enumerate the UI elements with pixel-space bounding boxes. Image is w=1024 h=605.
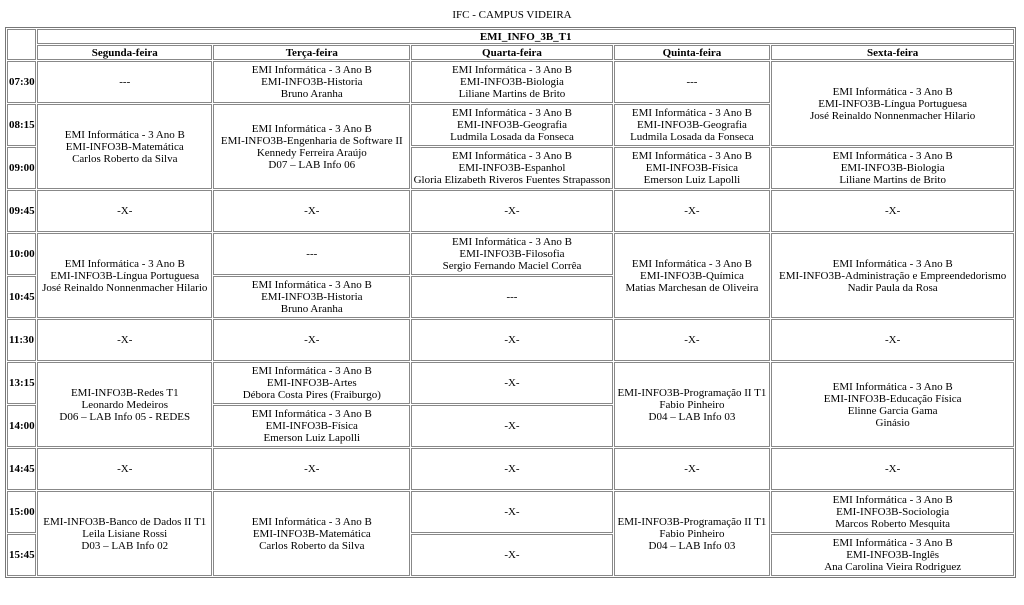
cell-text-line: Bruno Aranha	[280, 88, 343, 100]
cell-text-line: Bruno Aranha	[280, 303, 343, 315]
cell-text-line: -X-	[504, 506, 520, 518]
schedule-cell	[771, 491, 1014, 533]
day-header-wednesday: Quarta-feira	[411, 45, 612, 60]
schedule-cell	[37, 362, 212, 447]
schedule-cell	[411, 448, 612, 490]
schedule-cell	[614, 147, 771, 189]
cell-text-line: Liliane Martins de Brito	[839, 174, 946, 186]
cell-text-line: -X-	[117, 334, 133, 346]
schedule-cell	[614, 61, 771, 103]
cell-text-line: D04 – LAB Info 03	[648, 410, 736, 423]
cell-text-line: EMI-INFO3B-Matemática	[65, 140, 184, 153]
cell-text-line: EMI Informática - 3 Ano B	[631, 107, 752, 119]
cell-text-line: EMI-INFO3B-Inglês	[846, 549, 940, 561]
cell-text-line: EMI Informática - 3 Ano B	[832, 150, 953, 162]
schedule-cell	[213, 319, 410, 361]
cell-text-line: Ludmila Losada da Fonseca	[630, 131, 754, 143]
schedule-cell	[213, 104, 410, 189]
cell-text-line: Leonardo Medeiros	[81, 398, 168, 411]
time-slot: 09:00	[7, 147, 36, 189]
cell-text-line: EMI Informática - 3 Ano B	[251, 122, 372, 135]
schedule-cell	[411, 233, 612, 275]
schedule-cell	[614, 233, 771, 318]
schedule-cell	[771, 190, 1014, 232]
cell-text-line: -X-	[885, 334, 901, 346]
schedule-cell	[213, 233, 410, 275]
cell-text-line: EMI-INFO3B-Geografia	[456, 119, 567, 131]
time-slot: 08:15	[7, 104, 36, 146]
cell-text-line: EMI-INFO3B-Historia	[261, 291, 363, 303]
cell-text-line: EMI Informática - 3 Ano B	[631, 257, 752, 270]
time-slot: 10:00	[7, 233, 36, 275]
cell-text-line: Débora Costa Pires (Fraiburgo)	[242, 389, 381, 401]
schedule-cell	[411, 276, 612, 318]
schedule-cell	[614, 190, 771, 232]
cell-text-line: Liliane Martins de Brito	[458, 88, 566, 100]
time-slot: 15:45	[7, 534, 36, 576]
cell-text-line: EMI-INFO3B-Biologia	[460, 76, 564, 88]
cell-text-line: EMI Informática - 3 Ano B	[451, 64, 572, 76]
cell-text-line: -X-	[504, 205, 520, 217]
cell-text-line: -X-	[885, 205, 901, 217]
cell-text-line: -X-	[885, 463, 901, 475]
time-slot: 07:30	[7, 61, 36, 103]
time-slot: 14:00	[7, 405, 36, 447]
schedule-cell	[37, 190, 212, 232]
cell-text-line: Matias Marchesan de Oliveira	[625, 281, 759, 294]
schedule-cell	[37, 61, 212, 103]
cell-text-line: D07 – LAB Info 06	[268, 158, 356, 171]
schedule-cell	[213, 61, 410, 103]
cell-text-line: EMI-INFO3B-Artes	[266, 377, 357, 389]
cell-text-line: EMI Informática - 3 Ano B	[832, 257, 953, 270]
schedule-cell	[771, 362, 1014, 447]
schedule-cell	[771, 448, 1014, 490]
schedule-cell	[614, 362, 771, 447]
schedule-cell	[411, 534, 612, 576]
schedule-cell	[614, 448, 771, 490]
schedule-cell	[213, 362, 410, 404]
cell-text-line: EMI Informática - 3 Ano B	[451, 236, 572, 248]
cell-text-line: EMI Informática - 3 Ano B	[64, 257, 185, 270]
schedule-cell	[411, 491, 612, 533]
schedule-cell	[411, 147, 612, 189]
cell-text-line: Sergio Fernando Maciel Corrêa	[442, 260, 582, 272]
schedule-cell	[213, 190, 410, 232]
cell-text-line: ---	[506, 291, 518, 303]
cell-text-line: Marcos Roberto Mesquita	[835, 518, 951, 530]
cell-text-line: EMI Informática - 3 Ano B	[451, 107, 572, 119]
cell-text-line: José Reinaldo Nonnenmacher Hilario	[810, 109, 976, 122]
day-header-tuesday: Terça-feira	[213, 45, 410, 60]
schedule-cell	[37, 319, 212, 361]
time-slot: 15:00	[7, 491, 36, 533]
corner-cell	[7, 29, 36, 60]
day-header-monday: Segunda-feira	[37, 45, 212, 60]
schedule-cell	[37, 104, 212, 189]
cell-text-line: EMI Informática - 3 Ano B	[451, 150, 572, 162]
schedule-cell	[771, 319, 1014, 361]
cell-text-line: -X-	[684, 463, 700, 475]
cell-text-line: EMI-INFO3B-Geografia	[636, 119, 747, 131]
schedule-cell	[213, 448, 410, 490]
schedule-cell	[614, 491, 771, 576]
cell-text-line: Fabio Pinheiro	[659, 527, 725, 540]
cell-text-line: Kennedy Ferreira Araújo	[256, 146, 367, 159]
cell-text-line: EMI Informática - 3 Ano B	[832, 494, 953, 506]
cell-text-line: EMI-INFO3B-Biologia	[840, 162, 945, 174]
cell-text-line: Emerson Luiz Lapolli	[643, 174, 741, 186]
day-header-friday: Sexta-feira	[771, 45, 1014, 60]
time-slot: 13:15	[7, 362, 36, 404]
cell-text-line: Carlos Roberto da Silva	[259, 539, 365, 552]
cell-text-line: EMI-INFO3B-Engenharia de Software II	[220, 134, 403, 147]
schedule-cell	[411, 61, 612, 103]
cell-text-line: Emerson Luiz Lapolli	[263, 432, 361, 444]
cell-text-line: -X-	[117, 463, 133, 475]
schedule-cell	[213, 491, 410, 576]
cell-text-line: EMI-INFO3B-Banco de Dados II T1	[43, 515, 207, 528]
cell-text-line: Ana Carolina Vieira Rodriguez	[824, 561, 962, 573]
cell-text-line: EMI Informática - 3 Ano B	[251, 279, 372, 291]
schedule-cell	[37, 233, 212, 318]
time-slot: 14:45	[7, 448, 36, 490]
cell-text-line: -X-	[117, 205, 133, 217]
schedule-cell	[411, 319, 612, 361]
cell-text-line: EMI Informática - 3 Ano B	[251, 365, 372, 377]
cell-text-line: -X-	[504, 377, 520, 389]
cell-text-line: José Reinaldo Nonnenmacher Hilario	[42, 281, 208, 294]
cell-text-line: EMI-INFO3B-Historia	[261, 76, 363, 88]
cell-text-line: EMI-INFO3B-Filosofia	[459, 248, 565, 260]
cell-text-line: -X-	[684, 334, 700, 346]
schedule-cell	[771, 147, 1014, 189]
cell-text-line: EMI Informática - 3 Ano B	[631, 150, 752, 162]
cell-text-line: -X-	[504, 463, 520, 475]
cell-text-line: D06 – LAB Info 05 - REDES	[59, 410, 191, 423]
time-slot: 11:30	[7, 319, 36, 361]
schedule-cell	[37, 491, 212, 576]
schedule-cell	[411, 405, 612, 447]
schedule-cell	[213, 405, 410, 447]
schedule-cell	[614, 104, 771, 146]
cell-text-line: -X-	[304, 334, 320, 346]
cell-text-line: EMI Informática - 3 Ano B	[64, 128, 185, 141]
cell-text-line: EMI Informática - 3 Ano B	[251, 408, 372, 420]
cell-text-line: EMI-INFO3B-Programação II T1	[617, 386, 767, 399]
cell-text-line: EMI-INFO3B-Física	[265, 420, 358, 432]
schedule-cell	[37, 448, 212, 490]
cell-text-line: EMI-INFO3B-Redes T1	[70, 386, 179, 399]
cell-text-line: EMI Informática - 3 Ano B	[251, 64, 372, 76]
cell-text-line: Elinne Garcia Gama	[847, 404, 938, 417]
schedule-table	[5, 27, 1016, 578]
time-slot: 10:45	[7, 276, 36, 318]
cell-text-line: -X-	[304, 205, 320, 217]
class-name-header: EMI_INFO_3B_T1	[37, 29, 1014, 44]
day-header-thursday: Quinta-feira	[614, 45, 771, 60]
cell-text-line: D04 – LAB Info 03	[648, 539, 736, 552]
cell-text-line: EMI-INFO3B-Educação Física	[823, 392, 962, 405]
time-slot: 09:45	[7, 190, 36, 232]
schedule-cell	[614, 319, 771, 361]
cell-text-line: EMI-INFO3B-Espanhol	[458, 162, 566, 174]
cell-text-line: -X-	[504, 549, 520, 561]
cell-text-line: Fabio Pinheiro	[659, 398, 725, 411]
cell-text-line: -X-	[684, 205, 700, 217]
cell-text-line: Leila Lisiane Rossi	[82, 527, 168, 540]
cell-text-line: Nadir Paula da Rosa	[847, 281, 938, 294]
schedule-cell	[411, 362, 612, 404]
cell-text-line: EMI-INFO3B-Física	[645, 162, 739, 174]
cell-text-line: EMI-INFO3B-Química	[640, 269, 744, 282]
cell-text-line: ---	[306, 248, 318, 260]
cell-text-line: EMI-INFO3B-Língua Portuguesa	[50, 269, 200, 282]
schedule-cell	[411, 190, 612, 232]
cell-text-line: EMI Informática - 3 Ano B	[832, 380, 953, 393]
cell-text-line: EMI Informática - 3 Ano B	[251, 515, 372, 528]
cell-text-line: ---	[119, 76, 131, 88]
page-title: IFC - CAMPUS VIDEIRA	[452, 9, 572, 21]
cell-text-line: -X-	[504, 334, 520, 346]
schedule-cell	[771, 61, 1014, 146]
cell-text-line: Gloria Elizabeth Riveros Fuentes Strapasson	[413, 174, 611, 186]
cell-text-line: Ginásio	[875, 416, 910, 429]
schedule-cell	[771, 233, 1014, 318]
cell-text-line: -X-	[504, 420, 520, 432]
cell-text-line: -X-	[304, 463, 320, 475]
cell-text-line: EMI-INFO3B-Matemática	[252, 527, 371, 540]
cell-text-line: EMI-INFO3B-Língua Portuguesa	[818, 97, 968, 110]
cell-text-line: EMI-INFO3B-Sociologia	[836, 506, 950, 518]
cell-text-line: EMI-INFO3B-Programação II T1	[617, 515, 767, 528]
cell-text-line: EMI Informática - 3 Ano B	[832, 85, 953, 98]
schedule-cell	[411, 104, 612, 146]
cell-text-line: Ludmila Losada da Fonseca	[450, 131, 574, 143]
cell-text-line: EMI-INFO3B-Administração e Empreendedorismo	[779, 269, 1007, 282]
cell-text-line: Carlos Roberto da Silva	[72, 152, 178, 165]
schedule-cell	[213, 276, 410, 318]
schedule-cell	[771, 534, 1014, 576]
cell-text-line: EMI Informática - 3 Ano B	[832, 537, 953, 549]
cell-text-line: D03 – LAB Info 02	[81, 539, 169, 552]
cell-text-line: ---	[686, 76, 698, 88]
